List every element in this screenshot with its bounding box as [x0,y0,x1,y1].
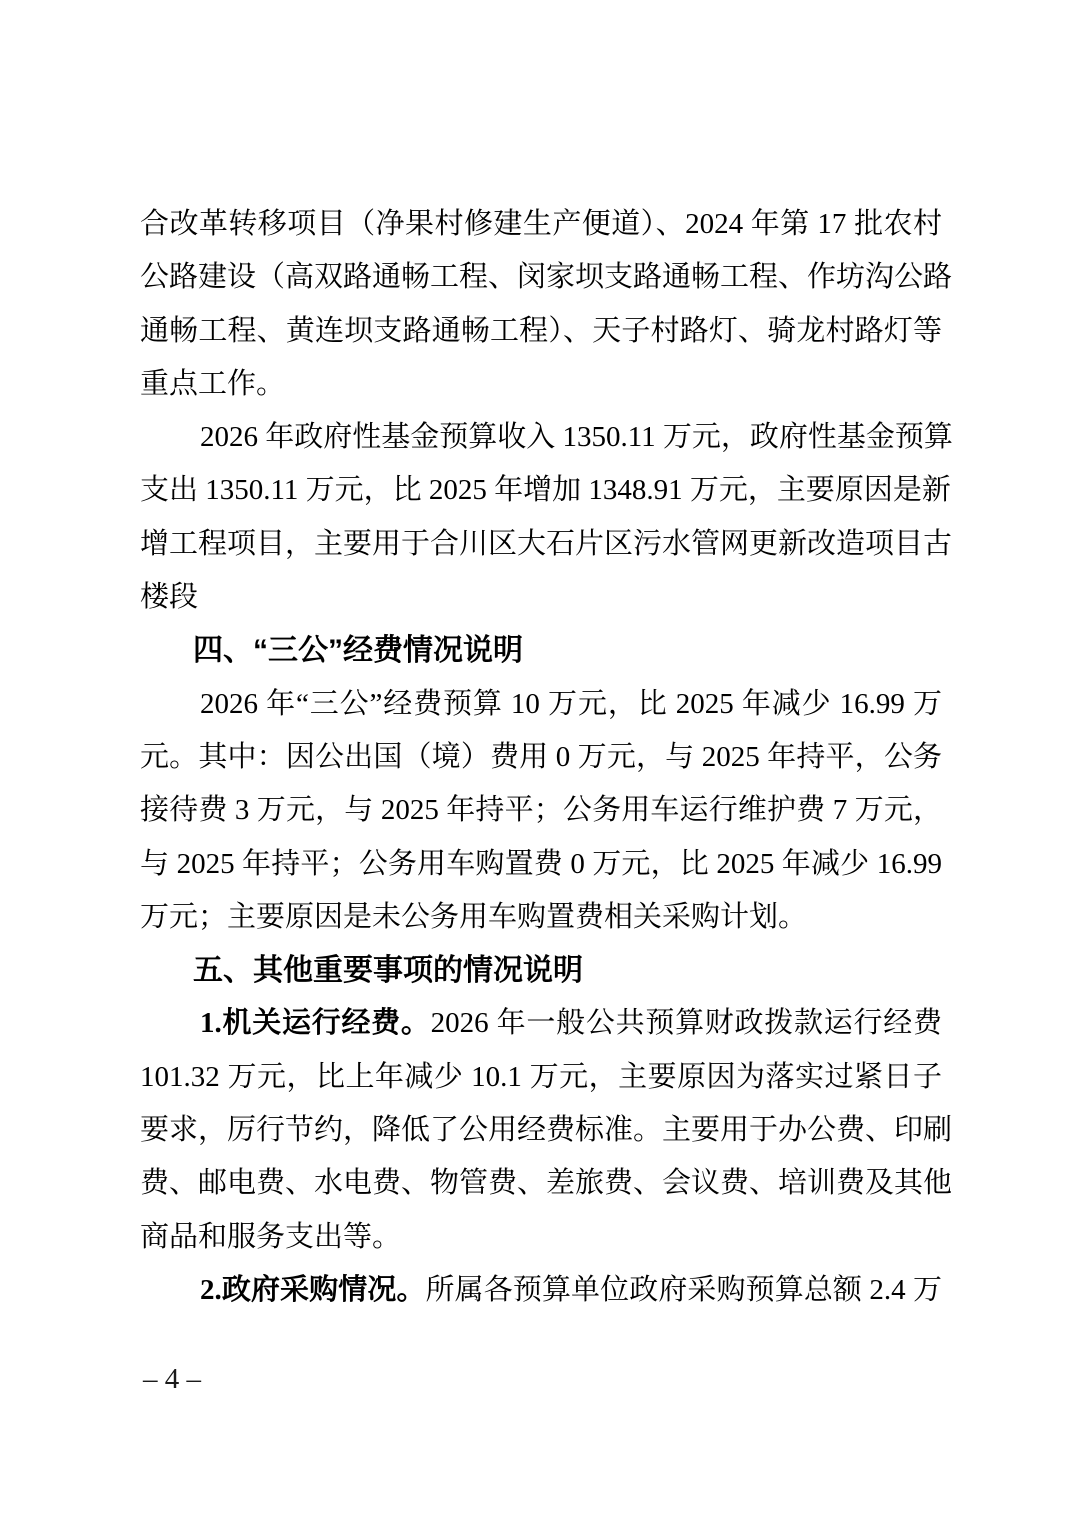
paragraph-text: 所属各预算单位政府采购预算总额 2.4 万 [425,1273,942,1306]
text-line: 支出 1350.11 万元，比 2025 年增加 1348.91 万元，主要原因是新 [140,474,951,507]
paragraph-three-public-funds-detail [140,678,942,944]
text-line: 2026 年政府性基金预算收入 1350.11 万元，政府性基金预算 [200,421,953,454]
document-body [140,198,953,1317]
paragraph-lead: 1.机关运行经费。 [200,1007,431,1040]
paragraph-continuation-rural-roads [140,198,953,411]
section-heading-5-other-important-matters: 五、其他重要事项的情况说明 [193,954,583,988]
text-line: 万元；主要原因是未公务用车购置费相关采购计划。 [140,900,808,933]
text-line: 与 2025 年持平；公务用车购置费 0 万元，比 2025 年减少 16.99 [140,847,942,880]
text-line: 费、邮电费、水电费、物管费、差旅费、会议费、培训费及其他 [140,1167,953,1200]
paragraph-agency-operating-expenses [140,997,953,1263]
text-line: 商品和服务支出等。 [140,1220,402,1253]
text-line: 101.32 万元，比上年减少 10.1 万元，主要原因为落实过紧日子 [140,1060,942,1093]
paragraph-lead: 2.政府采购情况。 [200,1273,426,1306]
text-line: 元。其中：因公出国（境）费用 0 万元，与 2025 年持平，公务 [140,740,942,773]
page-number: – 4 – [143,1363,201,1395]
text-line: 要求，厉行节约，降低了公用经费标准。主要用于办公费、印刷 [140,1114,953,1147]
text-line: 接待费 3 万元，与 2025 年持平；公务用车运行维护费 7 万元， [140,794,942,827]
text-line: 增工程项目，主要用于合川区大石片区污水管网更新改造项目古 [140,527,953,560]
text-line: 公路建设（高双路通畅工程、闵家坝支路通畅工程、作坊沟公路 [140,261,953,294]
text-line: 通畅工程、黄连坝支路通畅工程）、天子村路灯、骑龙村路灯等 [140,314,942,347]
section-heading-4-three-public-funds: 四、“三公”经费情况说明 [193,634,523,668]
text-line [140,1264,942,1317]
text-line: 合改革转移项目（净果村修建生产便道）、2024 年第 17 批农村 [140,208,942,240]
paragraph-government-procurement [140,1264,942,1317]
text-line: 2026 年“三公”经费预算 10 万元，比 2025 年减少 16.99 万 [200,687,942,720]
text-line: 楼段 [140,581,199,614]
paragraph-text: 2026 年一般公共预算财政拨款运行经费 [430,1007,942,1040]
paragraph-government-fund-budget [140,411,953,624]
text-line: 重点工作。 [140,367,286,400]
text-line [140,997,942,1050]
